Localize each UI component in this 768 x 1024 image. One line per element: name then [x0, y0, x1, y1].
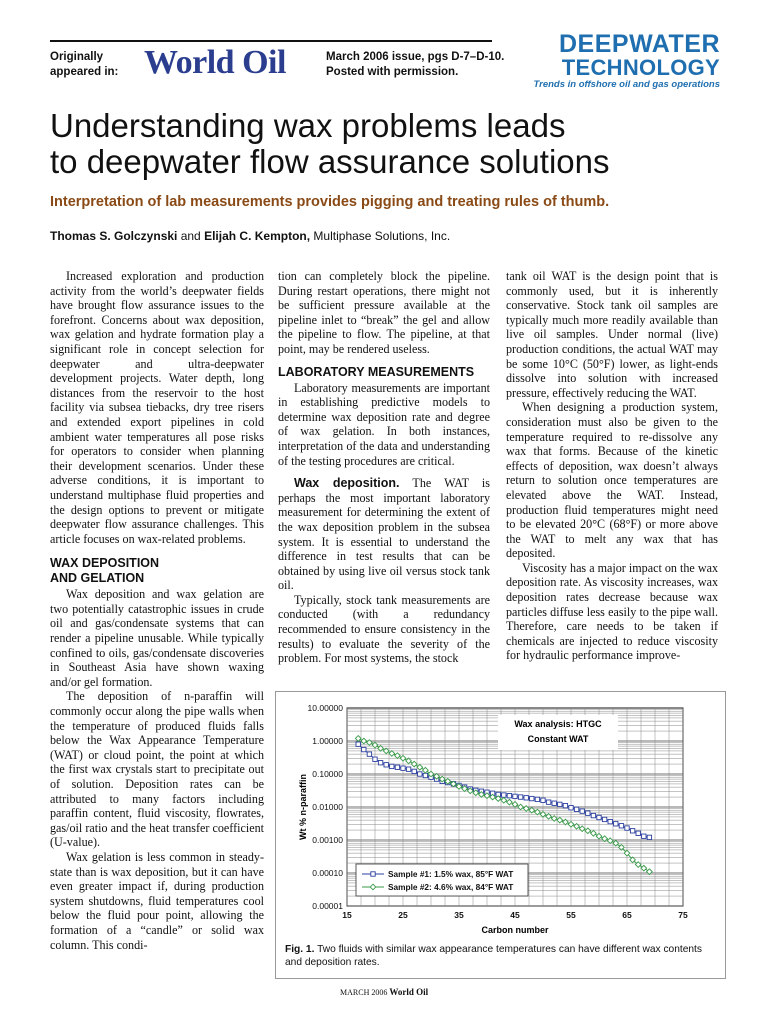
header-rule-left: [50, 40, 492, 42]
col1-paragraph-4: Wax gelation is less common in steady-state than is wax deposition, but it can have even greater impact if, during production system shutdowns, fluid temperatures cool below the fluid pour point, allowing the formation of a “candle” or solid wax column. This condi-: [50, 849, 264, 952]
issue-line1: March 2006 issue, pgs D-7–D-10.: [326, 51, 505, 63]
col3-paragraph-2: When designing a production system, consideration must also be given to the temperature required to re-dissolve any wax that forms. Because of the kinetic effects of deposition, wax doesn’t always return to solution once temperatures are elevated above the WAT. Instead, production fluid temperatures might need to be elevated 20°C (68°F) or more above the WAT to melt any wax that has deposited.: [506, 400, 718, 561]
data-point-sample1: [580, 809, 584, 813]
figure-caption: [285, 943, 715, 969]
x-tick-label: 75: [678, 910, 688, 920]
data-point-sample1: [619, 824, 623, 828]
data-point-sample1: [367, 752, 371, 756]
chart-title: Wax analysis: HTGC: [514, 719, 602, 729]
data-point-sample1: [546, 800, 550, 804]
data-point-sample1: [373, 757, 377, 761]
wax-analysis-chart: [276, 692, 723, 937]
data-point-sample1: [574, 807, 578, 811]
title-line1: Understanding wax problems leads: [50, 107, 566, 144]
x-tick-label: 35: [454, 910, 464, 920]
data-point-sample1: [406, 767, 410, 771]
data-point-sample1: [614, 822, 618, 826]
y-tick-label: 0.01000: [312, 802, 343, 812]
data-point-sample1: [418, 772, 422, 776]
data-point-sample1: [586, 811, 590, 815]
data-point-sample1: [502, 793, 506, 797]
data-point-sample1: [552, 801, 556, 805]
data-point-sample1: [608, 819, 612, 823]
y-tick-label: 0.00100: [312, 835, 343, 845]
data-point-sample1: [558, 802, 562, 806]
footer-month: MARCH 2006: [340, 988, 388, 997]
footer-logo: World Oil: [389, 987, 429, 997]
data-point-sample1: [630, 829, 634, 833]
x-tick-label: 15: [342, 910, 352, 920]
heading-laboratory-measurements: LABORATORY MEASUREMENTS: [278, 364, 475, 379]
y-tick-label: 0.00001: [312, 901, 343, 911]
data-point-sample1: [384, 763, 388, 767]
col1-paragraph-3: The deposition of n-paraffin will commonly occur along the pipe walls when the temperature of produced fluids falls below the Wax Appearance Temperature (WAT) or cloud point, the point at which the first wax crystals start to precipitate out of solution. Deposition rates can be attributed to many factors including paraffin content, fluid viscosity, flowrates, gas/oil ratio and the heat transfer coefficient (U-value).: [50, 689, 264, 850]
data-point-sample1: [647, 835, 651, 839]
caption-label: Fig. 1.: [285, 944, 315, 955]
y-tick-label: 0.10000: [312, 769, 343, 779]
originally-label: [50, 50, 118, 80]
chart-subtitle: Constant WAT: [527, 734, 589, 744]
data-point-sample1: [642, 834, 646, 838]
x-tick-label: 65: [622, 910, 632, 920]
data-point-sample1: [412, 769, 416, 773]
y-tick-labels: [308, 703, 344, 911]
column-3: [506, 269, 718, 663]
data-point-sample1: [541, 798, 545, 802]
col2-paragraph-4: Typically, stock tank measurements are conducted (with a redundancy recommended to ensure consistency in the results) to evaluate the severity of the problem. For most systems, the stock: [278, 592, 490, 666]
col3-paragraph-3: Viscosity has a major impact on the wax deposition rate. As viscosity increases, wax deposition rates decrease because wax particles diffuse less easily to the pipe wall. Therefore, care needs to be taken if chemicals are injected to reduce viscosity for hydraulic performance improve-: [506, 560, 718, 663]
data-point-sample1: [423, 773, 427, 777]
legend-label: Sample #2: 4.6% wax, 84°F WAT: [388, 882, 514, 892]
data-point-sample1: [602, 817, 606, 821]
world-oil-logo: World Oil: [144, 44, 286, 81]
article-subtitle: Interpretation of lab measurements provides pigging and treating rules of thumb.: [50, 194, 610, 210]
x-axis-label: Carbon number: [481, 925, 549, 935]
deepwater-technology-logo: [520, 32, 720, 90]
runin-wax-deposition: Wax deposition.: [294, 476, 400, 491]
col1-paragraph-1: Increased exploration and production activity from the world’s deepwater fields have brought flow assurance issues to the forefront. Concerns about wax deposition, wax gelation and hydrate formation play a significant role in concept selection for deepwater and ultra-deepwater development projects. Water depth, long distances from the reservoir to the host facility via subsea tiebacks, dry tree risers and extended export pipelines in cold ambient water temperatures all pose risks for operators to consider when planning their development scenarios. Under these adverse conditions, it is important to understand multiphase fluid properties and the design options to prevent or mitigate deepwater flow assurance challenges. This article focuses on wax-related problems.: [50, 269, 264, 546]
deepwater-word: DEEPWATER: [559, 30, 720, 58]
author-1: Thomas S. Golczynski: [50, 229, 178, 243]
data-point-sample1: [535, 797, 539, 801]
issue-line2: Posted with permission.: [326, 66, 459, 78]
heading1-line1: WAX DEPOSITION: [50, 556, 160, 571]
data-point-sample1: [597, 815, 601, 819]
page-footer: [340, 987, 428, 997]
article-authors: [50, 229, 450, 243]
data-point-sample1: [395, 765, 399, 769]
data-point-sample1: [390, 764, 394, 768]
authors-and: and: [177, 229, 205, 243]
column-1: [50, 269, 264, 952]
section-tagline: Trends in offshore oil and gas operations: [533, 79, 720, 90]
data-point-sample1: [524, 796, 528, 800]
col2-paragraph-3: [278, 476, 490, 593]
heading-wax-deposition-gelation: [50, 556, 264, 586]
data-point-sample1: [378, 761, 382, 765]
author-2: Elijah C. Kempton,: [204, 229, 311, 243]
technology-word: TECHNOLOGY: [561, 55, 720, 80]
x-tick-label: 55: [566, 910, 576, 920]
data-point-sample1: [362, 747, 366, 751]
data-point-sample1: [401, 766, 405, 770]
data-point-sample1: [563, 803, 567, 807]
col2-paragraph-1: tion can completely block the pipeline. During restart operations, there might not be sufficient pressure available at the pipeline inlet to “break” the gel and allow the pipeline to flow. The pipeline, at that point, may be rendered useless.: [278, 269, 490, 356]
data-point-sample1: [356, 742, 360, 746]
heading1-line2: AND GELATION: [50, 571, 145, 586]
data-point-sample1: [518, 795, 522, 799]
col2-paragraph-3-text: The WAT is perhaps the most important laboratory measurement for determining the extent of the wax deposition problem in the subsea system. It is essential to understand the difference in test results that can be obtained by using live oil versus stock tank oil.: [278, 476, 490, 593]
y-tick-label: 0.00010: [312, 868, 343, 878]
col2-paragraph-2: Laboratory measurements are important in establishing predictive models to determine wax deposition rate and degree of wax gelation. In both instances, interpretation of the data and understanding of the testing procedures are critical.: [278, 380, 490, 468]
caption-text: Two fluids with similar wax appearance temperatures can have different wax contents and deposition rates.: [285, 944, 702, 968]
data-point-sample1: [569, 806, 573, 810]
data-point-sample1: [507, 794, 511, 798]
y-tick-label: 1.00000: [312, 736, 343, 746]
legend-label: Sample #1: 1.5% wax, 85°F WAT: [388, 869, 514, 879]
article-title: [50, 108, 730, 180]
col1-paragraph-2: Wax deposition and wax gelation are two potentially catastrophic issues in crude oil and gas/condensate systems that can render a pipeline unusable. While typically confined to oils, gas/condensate discoveries in Southeast Asia have shown waxing and/or gel formation.: [50, 587, 264, 689]
x-tick-label: 45: [510, 910, 520, 920]
issue-note: [326, 50, 504, 80]
column-2: [278, 269, 490, 666]
y-tick-label: 10.00000: [307, 703, 343, 713]
legend-marker-square: [371, 872, 375, 876]
data-point-sample1: [591, 813, 595, 817]
y-axis-label: Wt % n-paraffin: [298, 774, 308, 840]
chart-legend: [356, 864, 528, 896]
data-point-sample1: [636, 831, 640, 835]
authors-affiliation: Multiphase Solutions, Inc.: [310, 229, 451, 243]
originally-line2: appeared in:: [50, 66, 119, 78]
originally-line1: Originally: [50, 51, 104, 63]
x-tick-labels: [342, 910, 688, 920]
x-tick-label: 25: [398, 910, 408, 920]
data-point-sample1: [513, 794, 517, 798]
col3-paragraph-1: tank oil WAT is the design point that is commonly used, but it is inherently conservative. Stock tank oil samples are typically much more readily available than live oil samples. Under normal (live) production conditions, the actual WAT may be some 10°C (50°F) lower, as light-ends dissolve into solution with increased pressure, effectively reducing the WAT.: [506, 269, 718, 400]
data-point-sample1: [530, 796, 534, 800]
title-line2: to deepwater flow assurance solutions: [50, 143, 610, 180]
data-point-sample1: [625, 826, 629, 830]
